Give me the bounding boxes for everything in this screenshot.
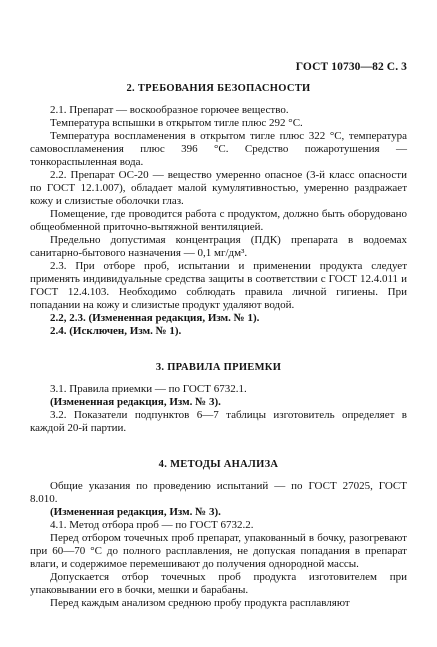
section-acceptance-rules [30, 361, 407, 435]
amendment-note: (Измененная редакция, Изм. № 3). [50, 506, 221, 518]
section-safety-requirements [30, 82, 407, 338]
paragraph: Помещение, где проводится работа с продуктом, должно быть оборудовано общеобменной приточно-вытяжной вентиляцией. [30, 208, 407, 233]
amendment-note: (Измененная редакция, Изм. № 3). [50, 396, 221, 408]
paragraph: Допускается отбор точечных проб продукта изготовителем при упаковывании его в бочки, мешки и барабаны. [30, 571, 407, 596]
paragraph: Температура вспышки в открытом тигле плюс 292 °С. [50, 117, 303, 129]
document-body [30, 78, 407, 610]
amendment-note: 2.2, 2.3. (Измененная редакция, Изм. № 1). [50, 312, 260, 324]
paragraph: Температура воспламенения в открытом тигле плюс 322 °С, температура самовоспламенения плюс 396 °С. Средство пожаротушения — тонкораспыленная вода. [30, 130, 407, 168]
paragraph: Перед отбором точечных проб препарат, упакованный в бочку, разогревают при 60—70 °С до полного расплавления, не допуская попадания в препарат влаги, и содержимое перемешивают до получения однородной массы. [30, 532, 407, 570]
section-title: 4. МЕТОДЫ АНАЛИЗА [158, 459, 279, 470]
paragraph: 3.1. Правила приемки — по ГОСТ 6732.1. [50, 383, 247, 395]
paragraph: Перед каждым анализом среднюю пробу продукта расплавляют [50, 597, 350, 609]
section-analysis-methods [30, 458, 407, 610]
paragraph: 2.1. Препарат — воскообразное горючее вещество. [50, 104, 289, 116]
paragraph: Общие указания по проведению испытаний — по ГОСТ 27025, ГОСТ 8.010. [30, 480, 407, 505]
paragraph: Предельно допустимая концентрация (ПДК) препарата в водоемах санитарно-бытового назначения — 0,1 мг/дм³. [30, 234, 407, 259]
paragraph: 2.3. При отборе проб, испытании и применении продукта следует применять индивидуальные средства защиты в соответствии с ГОСТ 12.4.011 и ГОСТ 12.4.103. Необходимо соблюдать правила личной гигиены. При попадании на кожу и слизистые продукт удаляют водой. [30, 260, 407, 311]
amendment-note: 2.4. (Исключен, Изм. № 1). [50, 325, 182, 337]
paragraph: 2.2. Препарат ОС-20 — вещество умеренно опасное (3-й класс опасности по ГОСТ 12.1.007), обладает малой кумулятивностью, умеренно раздражает кожу и слизистые оболочки глаз. [30, 169, 407, 207]
paragraph: 4.1. Метод отбора проб — по ГОСТ 6732.2. [50, 519, 254, 531]
paragraph: 3.2. Показатели подпунктов 6—7 таблицы изготовитель определяет в каждой 20-й партии. [30, 409, 407, 434]
section-title: 3. ПРАВИЛА ПРИЕМКИ [155, 362, 282, 373]
page-header-code: ГОСТ 10730—82 С. 3 [295, 61, 407, 73]
section-title: 2. ТРЕБОВАНИЯ БЕЗОПАСНОСТИ [126, 83, 311, 94]
